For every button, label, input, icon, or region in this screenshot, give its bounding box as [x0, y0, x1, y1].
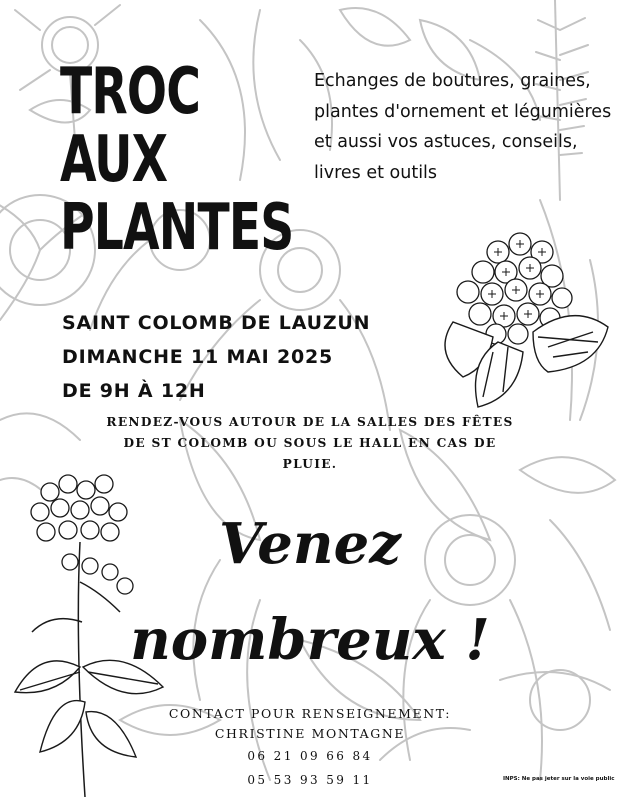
title-line-2: PLANTES: [60, 191, 294, 265]
contact-name: CHRISTINE MONTAGNE: [214, 726, 406, 741]
contact-label: CONTACT POUR RENSEIGNEMENT:: [168, 706, 452, 721]
printer-notice: INPS: Ne pas jeter sur la voie public: [503, 776, 615, 782]
title-line-1: TROC AUX: [60, 55, 201, 197]
meeting-info: RENDEZ-VOUS AUTOUR DE LA SALLES DES FÊTES DE ST COLOMB OU SOUS LE HALL EN CAS DE PLUIE.: [106, 415, 514, 471]
hydrangea-illustration: [438, 222, 610, 412]
event-details: [62, 306, 370, 408]
cta-line-1: Venez: [218, 511, 402, 577]
event-time: DE 9H À 12H: [62, 380, 206, 402]
call-to-action: [90, 496, 530, 688]
event-location: SAINT COLOMB DE LAUZUN: [62, 312, 371, 334]
phone-number-1: 06 21 09 66 84: [247, 749, 373, 763]
cta-line-2: nombreux !: [130, 607, 490, 673]
event-date: DIMANCHE 11 MAI 2025: [62, 346, 334, 368]
phone-number-2: 05 53 93 59 11: [247, 773, 373, 787]
contact-block: [100, 704, 520, 792]
intro-text: Echanges de boutures, graines, plantes d'ornement et légumières et aussi vos astuces, conseils, livres et outils: [314, 71, 612, 183]
poster-title: [60, 55, 298, 265]
